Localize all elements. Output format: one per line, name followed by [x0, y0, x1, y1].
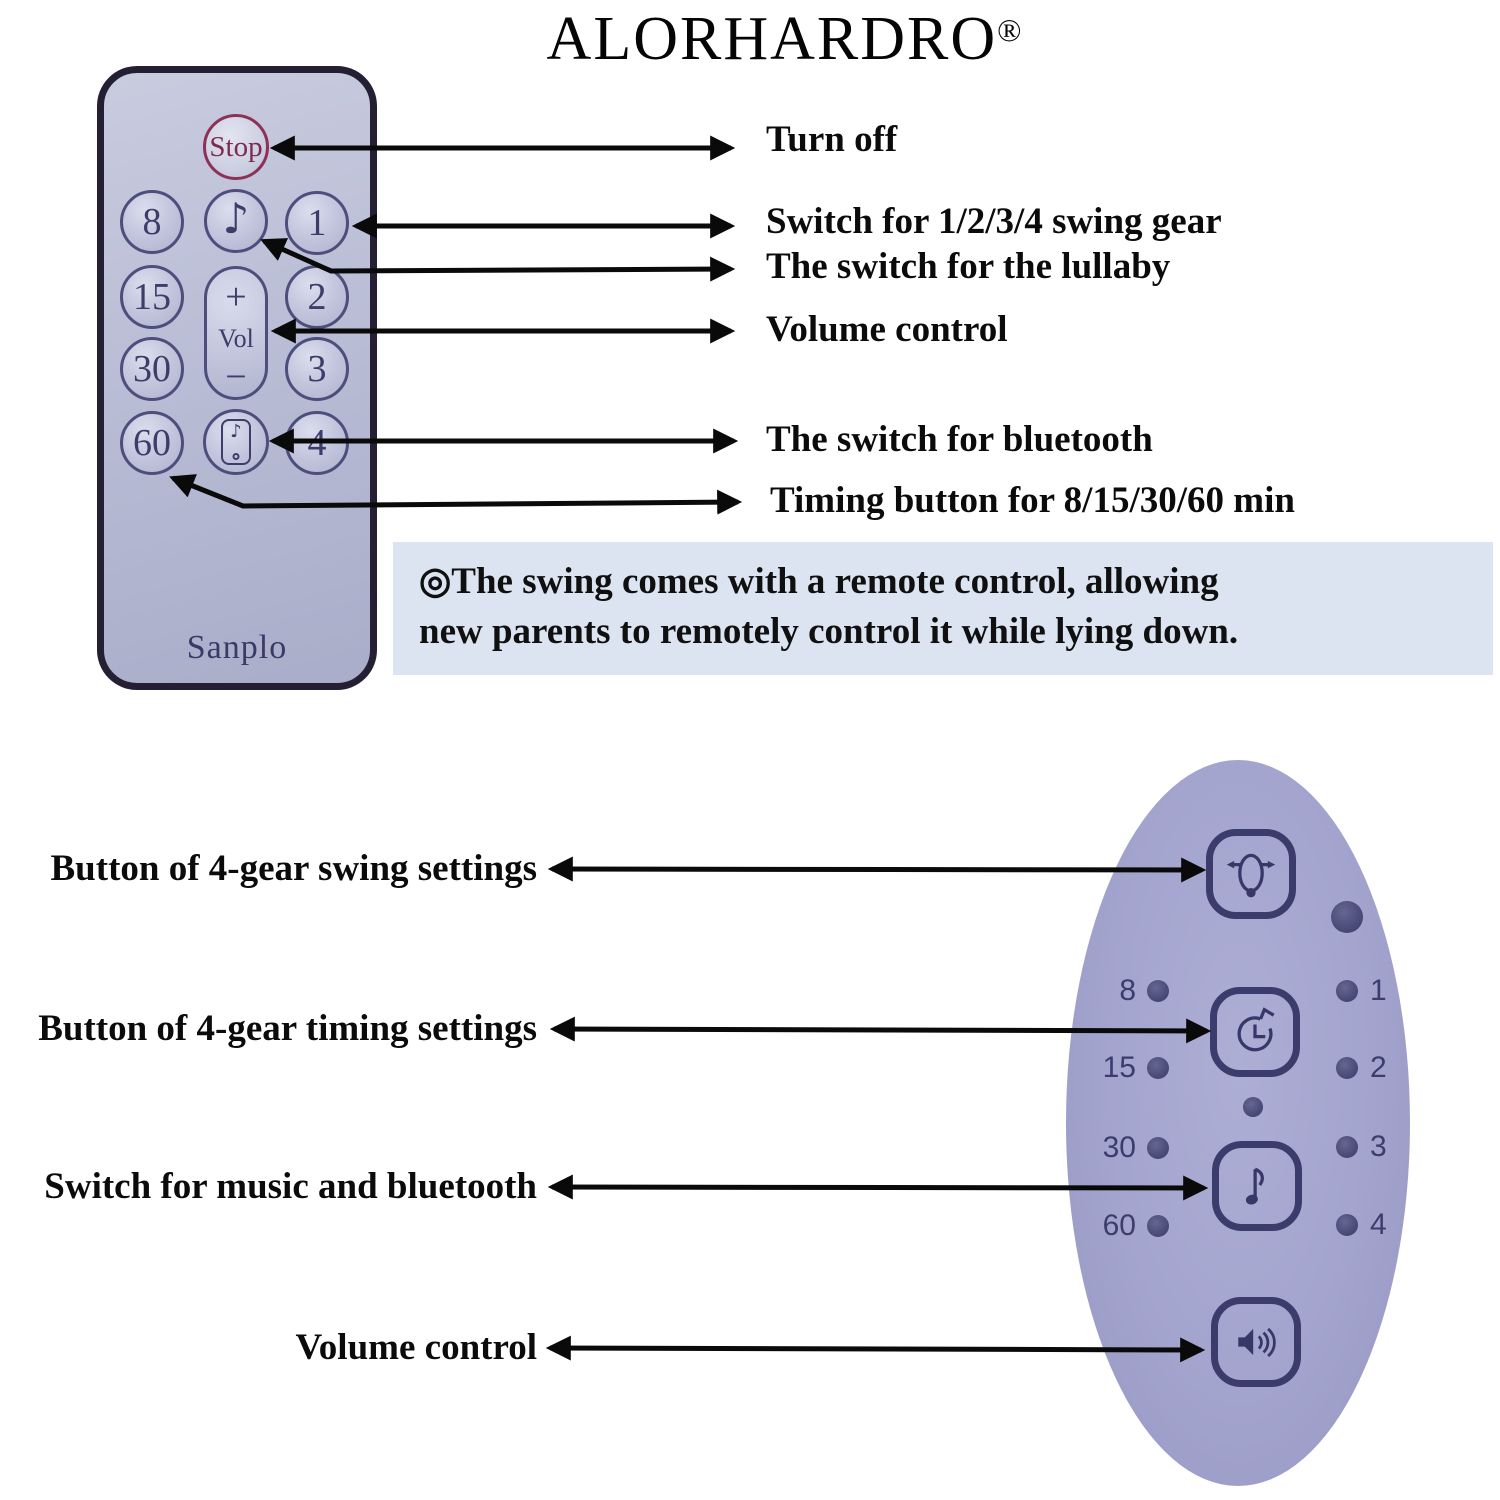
- volume-rocker[interactable]: [204, 266, 268, 400]
- timer-label-8: 8: [1119, 974, 1136, 1007]
- note-line-2: new parents to remotely control it while lying down.: [419, 611, 1239, 653]
- gear-4-button[interactable]: 4: [285, 411, 349, 475]
- power-led: [1331, 901, 1363, 933]
- remote-brand: Sanplo: [186, 629, 288, 666]
- phone-home-dot-icon: [233, 453, 240, 460]
- label-panel-swing: Button of 4-gear swing settings: [50, 848, 537, 889]
- stop-button[interactable]: Stop: [203, 114, 269, 180]
- note-line-1: ◎The swing comes with a remote control, allowing: [419, 561, 1219, 602]
- label-panel-music: Switch for music and bluetooth: [44, 1166, 537, 1207]
- label-timing: Timing button for 8/15/30/60 min: [770, 480, 1295, 521]
- timer-60-button[interactable]: 60: [120, 411, 184, 475]
- gear-label-2: 2: [1370, 1051, 1387, 1084]
- gear-3-button[interactable]: 3: [285, 337, 349, 401]
- volume-plus-label[interactable]: +: [225, 276, 247, 318]
- lullaby-button[interactable]: [204, 189, 268, 253]
- center-led: [1243, 1097, 1263, 1117]
- label-panel-volume: Volume control: [295, 1327, 537, 1368]
- led-gear-4: [1336, 1214, 1358, 1236]
- timer-label-30: 30: [1102, 1131, 1136, 1164]
- gear-2-button[interactable]: 2: [285, 265, 349, 329]
- speaker-icon: [1228, 1314, 1284, 1370]
- arrow-panel-swing: [552, 869, 1202, 870]
- led-gear-3: [1336, 1136, 1358, 1158]
- timer-icon: [1227, 1004, 1283, 1060]
- music-button[interactable]: [1212, 1141, 1302, 1231]
- volume-minus-label[interactable]: −: [225, 356, 247, 398]
- brand-name: ALORHARDRO: [546, 5, 998, 73]
- page-title: [70, 4, 1500, 75]
- led-timer-15: [1147, 1057, 1169, 1079]
- label-lullaby: The switch for the lullaby: [766, 246, 1171, 287]
- gear-label-3: 3: [1370, 1130, 1387, 1163]
- led-timer-60: [1147, 1215, 1169, 1237]
- label-swing-gear: Switch for 1/2/3/4 swing gear: [766, 201, 1222, 242]
- timer-15-button[interactable]: 15: [120, 265, 184, 329]
- led-gear-2: [1336, 1057, 1358, 1079]
- timer-label-60: 60: [1102, 1209, 1136, 1242]
- music-note-icon: ♪: [230, 421, 242, 442]
- led-timer-8: [1147, 980, 1169, 1002]
- volume-label: Vol: [218, 324, 254, 353]
- swing-mode-button[interactable]: [1206, 829, 1296, 919]
- label-volume: Volume control: [766, 309, 1008, 350]
- music-note-icon: [1229, 1158, 1285, 1214]
- phone-music-icon: [221, 419, 251, 465]
- timer-button[interactable]: [1210, 987, 1300, 1077]
- bluetooth-music-button[interactable]: [203, 409, 269, 475]
- label-bluetooth: The switch for bluetooth: [766, 419, 1153, 460]
- label-turn-off: Turn off: [766, 119, 898, 160]
- gear-label-1: 1: [1370, 974, 1387, 1007]
- gear-label-4: 4: [1370, 1208, 1387, 1241]
- led-gear-1: [1336, 980, 1358, 1002]
- timer-label-15: 15: [1102, 1051, 1136, 1084]
- timer-30-button[interactable]: 30: [120, 337, 184, 401]
- remote-control: [97, 66, 377, 690]
- registered-mark: ®: [997, 12, 1024, 48]
- timer-8-button[interactable]: 8: [120, 190, 184, 254]
- swing-control-panel: [1066, 760, 1410, 1486]
- label-panel-timing: Button of 4-gear timing settings: [38, 1008, 537, 1049]
- music-note-icon: ♪: [222, 194, 250, 243]
- swing-icon: [1223, 846, 1279, 902]
- led-timer-30: [1147, 1137, 1169, 1159]
- volume-button[interactable]: [1211, 1297, 1301, 1387]
- gear-1-button[interactable]: 1: [285, 191, 349, 255]
- note-box: [393, 542, 1493, 675]
